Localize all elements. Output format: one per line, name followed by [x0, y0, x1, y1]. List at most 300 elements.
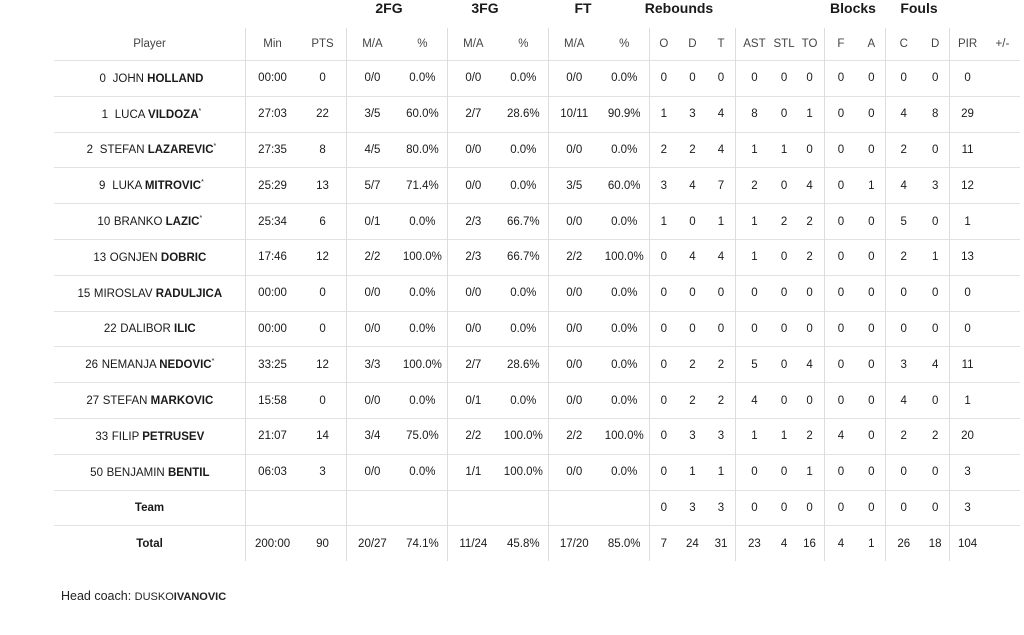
stat-ft-pct: 85.0% [607, 537, 641, 550]
stat-stl: 1 [780, 143, 788, 156]
stat-3fg-ma: 0/0 [447, 61, 498, 97]
stat-to: 4 [806, 179, 813, 192]
stat-reb-o: 0 [649, 61, 678, 97]
stat-2fg-pct: 0.0% [409, 287, 436, 300]
col-3fg-pct[interactable]: % [518, 38, 529, 50]
stat-plus-minus [985, 347, 1020, 383]
stat-ft-pct: 100.0% [604, 430, 644, 443]
stat-ft-pct: 0.0% [611, 322, 638, 335]
stat-pir: 1 [950, 383, 985, 419]
player-first-name: BRANKO [113, 216, 163, 228]
player-number: 1 [101, 108, 108, 121]
stat-pts: 0 [319, 322, 326, 335]
stat-pts: 90 [316, 537, 329, 550]
stat-reb-t: 0 [717, 72, 725, 85]
stat-to: 2 [806, 430, 813, 443]
stat-ft-ma: 3/5 [548, 168, 599, 204]
stat-2fg-pct: 80.0% [406, 143, 439, 156]
stat-to: 1 [806, 466, 813, 479]
stat-to: 0 [806, 143, 813, 156]
stat-2fg-ma: 4/5 [346, 132, 397, 168]
stat-foul-d: 1 [931, 251, 939, 264]
stat-2fg-pct: 100.0% [402, 251, 442, 264]
player-row [54, 275, 1020, 311]
stat-3fg-pct: 100.0% [503, 466, 543, 479]
stat-stl: 0 [780, 287, 788, 300]
stat-ft-pct: 60.0% [607, 179, 641, 192]
stat-ast: 1 [736, 239, 773, 275]
player-name-link[interactable] [115, 109, 201, 121]
player-first-name: NEMANJA [101, 359, 157, 372]
starter-marker: * [213, 143, 217, 151]
stat-ft-ma: 0/0 [548, 132, 599, 168]
stat-foul-c: 4 [886, 96, 921, 132]
stat-blk-a: 0 [868, 430, 875, 443]
player-row [54, 61, 1020, 97]
player-name-link[interactable] [100, 144, 216, 156]
stat-stl: 0 [780, 72, 788, 85]
stat-blk-a: 0 [868, 72, 875, 85]
stat-reb-o: 0 [649, 383, 678, 419]
stat-blk-f: 0 [824, 383, 857, 419]
stat-ft-pct [600, 490, 649, 526]
stat-pir: 11 [950, 132, 985, 168]
stat-min: 33:25 [246, 347, 300, 383]
stat-ast: 1 [736, 204, 773, 240]
player-name-link[interactable] [102, 359, 215, 371]
stat-reb-t: 4 [717, 143, 725, 156]
stat-ast: 4 [736, 383, 773, 419]
player-first-name: BENJAMIN [106, 466, 165, 479]
stat-3fg-ma: 2/7 [447, 347, 498, 383]
stat-3fg-ma: 0/0 [447, 311, 498, 347]
stat-ft-pct: 0.0% [611, 394, 638, 407]
stat-reb-d: 3 [689, 430, 696, 443]
stat-3fg-pct: 66.7% [507, 215, 540, 228]
stat-2fg-ma: 0/0 [346, 454, 397, 490]
stat-pir: 12 [950, 168, 985, 204]
stat-stl: 0 [780, 251, 788, 264]
player-first-name: MIROSLAV [93, 287, 153, 300]
stat-reb-o: 0 [649, 311, 678, 347]
stat-ft-ma: 2/2 [548, 239, 599, 275]
player-row [54, 168, 1020, 204]
stat-pir: 0 [950, 61, 985, 97]
stat-reb-t: 2 [717, 358, 725, 371]
stat-ast: 8 [736, 96, 773, 132]
player-number: 13 [93, 251, 107, 264]
stat-reb-t: 0 [717, 287, 725, 300]
stat-2fg-pct: 0.0% [409, 322, 436, 335]
player-number: 10 [97, 216, 111, 228]
col-2fg-ma[interactable]: M/A [346, 28, 397, 61]
stat-2fg-pct: 75.0% [406, 430, 439, 443]
stat-foul-d: 8 [931, 108, 939, 121]
stat-foul-d: 0 [931, 215, 939, 228]
stat-ft-pct: 0.0% [611, 143, 638, 156]
stat-2fg-ma: 0/0 [346, 61, 397, 97]
stat-2fg-ma: 2/2 [346, 239, 397, 275]
stat-min: 21:07 [246, 418, 300, 454]
col-blk-f[interactable]: F [824, 28, 857, 61]
stat-pts: 3 [319, 466, 326, 479]
stat-reb-d: 0 [689, 215, 696, 228]
stat-foul-c: 0 [886, 275, 921, 311]
stat-foul-d: 0 [931, 394, 939, 407]
stat-ast: 23 [736, 526, 773, 561]
stat-ft-pct: 100.0% [604, 251, 644, 264]
stat-reb-t: 4 [717, 251, 725, 264]
stat-min: 06:03 [246, 454, 300, 490]
stat-foul-c: 2 [886, 239, 921, 275]
stat-stl: 0 [780, 322, 788, 335]
stat-plus-minus [985, 204, 1020, 240]
stat-pir: 3 [950, 454, 985, 490]
stat-pts: 12 [316, 251, 329, 264]
stat-to: 2 [806, 251, 813, 264]
stat-ft-pct: 0.0% [611, 215, 638, 228]
player-first-name: LUCA [114, 108, 145, 121]
stat-3fg-ma: 0/1 [447, 383, 498, 419]
total-row [54, 526, 1020, 561]
stat-plus-minus [985, 383, 1020, 419]
stat-pir: 3 [950, 490, 985, 526]
stat-stl: 0 [780, 358, 788, 371]
group-fouls: Fouls [900, 0, 938, 16]
player-name-link[interactable] [112, 180, 204, 192]
stat-min: 15:58 [246, 383, 300, 419]
stat-2fg-pct: 0.0% [409, 215, 436, 228]
col-blk-a[interactable]: A [867, 38, 876, 50]
player-name-link[interactable] [113, 73, 204, 85]
col-ft-ma[interactable]: M/A [548, 28, 599, 61]
stat-plus-minus [985, 275, 1020, 311]
stat-foul-c: 0 [886, 490, 921, 526]
player-cell [54, 239, 246, 275]
stat-reb-d: 2 [689, 394, 696, 407]
stat-foul-c: 0 [886, 454, 921, 490]
stat-3fg-ma: 1/1 [447, 454, 498, 490]
player-first-name: STEFAN [102, 394, 148, 407]
stat-3fg-pct: 0.0% [510, 394, 537, 407]
stat-3fg-pct: 66.7% [507, 251, 540, 264]
stat-plus-minus [985, 418, 1020, 454]
player-last-name: DOBRIC [160, 251, 207, 264]
stat-reb-d: 0 [689, 322, 696, 335]
player-row [54, 239, 1020, 275]
starter-marker: * [199, 215, 203, 223]
stat-blk-f: 0 [824, 204, 857, 240]
col-pir[interactable]: PIR [950, 28, 985, 61]
player-last-name: ILIC [174, 323, 196, 336]
stat-2fg-ma [346, 490, 397, 526]
stat-to: 0 [806, 501, 813, 514]
stat-pts: 22 [316, 108, 329, 121]
stat-reb-t: 1 [717, 215, 725, 228]
stat-ft-pct: 0.0% [611, 466, 638, 479]
starter-marker: * [198, 107, 202, 115]
stat-ft-ma: 0/0 [548, 383, 599, 419]
stat-ft-ma: 0/0 [548, 204, 599, 240]
stat-stl: 0 [780, 179, 788, 192]
stat-plus-minus [985, 239, 1020, 275]
col-reb-o[interactable]: O [649, 28, 678, 61]
player-last-name: RADULJICA [155, 287, 223, 300]
stat-plus-minus [985, 454, 1020, 490]
stat-pts: 6 [319, 215, 326, 228]
stat-reb-d: 2 [689, 143, 696, 156]
stat-foul-d: 2 [931, 430, 939, 443]
stat-ast: 0 [736, 490, 773, 526]
player-last-name: MARKOVIC [150, 394, 214, 407]
stat-to: 2 [806, 215, 813, 228]
stat-ft-pct: 0.0% [611, 358, 638, 371]
stat-pir: 11 [950, 347, 985, 383]
stat-reb-t: 0 [717, 322, 725, 335]
stat-ft-ma: 0/0 [548, 347, 599, 383]
stat-ft-ma: 0/0 [548, 275, 599, 311]
player-first-name: OGNJEN [109, 251, 158, 264]
player-row [54, 311, 1020, 347]
stat-reb-o: 0 [649, 418, 678, 454]
stat-stl: 0 [780, 466, 788, 479]
stat-reb-o: 0 [649, 275, 678, 311]
stat-to: 1 [806, 108, 813, 121]
col-player[interactable]: Player [133, 38, 166, 50]
col-to[interactable]: TO [801, 38, 818, 50]
col-pts[interactable]: PTS [311, 38, 334, 50]
stat-3fg-pct: 0.0% [510, 72, 537, 85]
stat-pir: 104 [950, 526, 985, 561]
player-cell [54, 96, 246, 132]
stat-reb-d: 4 [689, 179, 696, 192]
stat-blk-f: 0 [824, 168, 857, 204]
stat-ast: 5 [736, 347, 773, 383]
player-cell [54, 168, 246, 204]
stat-2fg-ma: 0/1 [346, 204, 397, 240]
stat-foul-c: 4 [886, 168, 921, 204]
stat-plus-minus [985, 311, 1020, 347]
stat-3fg-pct: 45.8% [507, 537, 540, 550]
stat-ft-ma [548, 490, 599, 526]
stat-pts: 0 [319, 72, 326, 85]
stat-pts: 14 [316, 430, 329, 443]
stat-reb-o: 7 [649, 526, 678, 561]
stat-2fg-ma: 3/3 [346, 347, 397, 383]
player-number: 33 [95, 430, 109, 443]
stat-ast: 0 [736, 61, 773, 97]
stat-3fg-pct: 28.6% [507, 358, 540, 371]
stat-reb-o: 2 [649, 132, 678, 168]
stat-stl: 1 [780, 430, 788, 443]
player-last-name: MITROVIC [144, 180, 202, 193]
stat-blk-f: 0 [824, 490, 857, 526]
stat-blk-f: 0 [824, 347, 857, 383]
player-number: 15 [77, 287, 91, 300]
stat-reb-o: 0 [649, 490, 678, 526]
stat-foul-d: 0 [931, 501, 939, 514]
player-name-link[interactable] [114, 216, 202, 228]
stat-pts: 13 [316, 179, 329, 192]
col-2fg-pct[interactable]: % [417, 38, 428, 50]
stat-blk-a: 1 [868, 537, 875, 550]
player-number: 9 [99, 180, 106, 193]
column-group-header [0, 0, 1024, 18]
stat-foul-d: 0 [931, 287, 939, 300]
head-coach-first-name: DUSKO [134, 591, 174, 603]
col-foul-d[interactable]: D [930, 38, 940, 50]
stat-ft-ma: 17/20 [548, 526, 599, 561]
col-3fg-ma[interactable]: M/A [447, 28, 498, 61]
stat-3fg-ma: 0/0 [447, 132, 498, 168]
stat-reb-d: 24 [686, 537, 699, 550]
stat-foul-c: 2 [886, 132, 921, 168]
stat-blk-f: 0 [824, 454, 857, 490]
stat-plus-minus [985, 132, 1020, 168]
stat-pir: 1 [950, 204, 985, 240]
stat-min: 25:34 [246, 204, 300, 240]
stat-min: 27:35 [246, 132, 300, 168]
stat-blk-a: 0 [868, 466, 875, 479]
stat-reb-t: 3 [717, 430, 725, 443]
stat-to: 0 [806, 72, 813, 85]
stat-ft-ma: 2/2 [548, 418, 599, 454]
stat-min: 200:00 [246, 526, 300, 561]
stat-2fg-ma: 5/7 [346, 168, 397, 204]
stat-blk-a: 0 [868, 322, 875, 335]
team-row-label: Team [134, 501, 165, 514]
stat-ft-ma: 0/0 [548, 311, 599, 347]
player-row [54, 204, 1020, 240]
col-min[interactable]: Min [246, 28, 300, 61]
player-name-link[interactable] [103, 395, 214, 407]
player-last-name: PETRUSEV [142, 430, 205, 443]
stat-reb-d: 0 [689, 287, 696, 300]
player-name-link[interactable] [110, 252, 207, 264]
player-first-name: FILIP [111, 430, 140, 443]
group-blocks: Blocks [830, 0, 876, 16]
stat-plus-minus [985, 168, 1020, 204]
stat-foul-c: 2 [886, 418, 921, 454]
stat-reb-o: 0 [649, 239, 678, 275]
group-3fg: 3FG [471, 0, 499, 16]
stat-foul-c: 5 [886, 204, 921, 240]
stat-reb-o: 0 [649, 347, 678, 383]
player-cell [54, 275, 246, 311]
stat-2fg-pct [398, 490, 447, 526]
stat-ft-ma: 10/11 [548, 96, 599, 132]
stat-reb-d: 4 [689, 251, 696, 264]
player-name-link[interactable] [120, 323, 195, 335]
player-last-name: BENTIL [167, 466, 210, 479]
stat-3fg-pct: 0.0% [510, 287, 537, 300]
player-name-link[interactable] [107, 467, 210, 479]
stat-plus-minus [985, 96, 1020, 132]
stat-pts: 0 [319, 394, 326, 407]
stat-3fg-pct: 28.6% [507, 108, 540, 121]
player-number: 26 [85, 359, 99, 372]
stat-stl: 0 [780, 501, 788, 514]
head-coach-label: Head coach: [61, 589, 132, 603]
col-reb-d[interactable]: D [688, 38, 697, 50]
col-ft-pct[interactable]: % [619, 38, 630, 50]
col-reb-t[interactable]: T [717, 38, 725, 50]
player-name-link[interactable] [112, 431, 204, 443]
stat-foul-d: 0 [931, 143, 939, 156]
stat-2fg-ma: 3/4 [346, 418, 397, 454]
player-last-name: LAZAREVIC [147, 144, 214, 157]
stat-foul-c: 0 [886, 311, 921, 347]
stat-ft-ma: 0/0 [548, 61, 599, 97]
stat-blk-a: 1 [868, 179, 875, 192]
col-foul-c[interactable]: C [886, 28, 921, 61]
player-number: 0 [99, 72, 106, 85]
player-cell [54, 132, 246, 168]
stat-2fg-ma: 20/27 [346, 526, 397, 561]
player-row [54, 347, 1020, 383]
stat-reb-o: 1 [649, 96, 678, 132]
stat-ast: 0 [736, 311, 773, 347]
stat-3fg-pct: 100.0% [503, 430, 543, 443]
stat-blk-a: 0 [868, 394, 875, 407]
col-plus-minus[interactable]: +/- [995, 38, 1010, 50]
stat-foul-d: 0 [931, 72, 939, 85]
stat-min: 17:46 [246, 239, 300, 275]
stat-min: 00:00 [246, 61, 300, 97]
player-first-name: JOHN [112, 72, 144, 85]
player-first-name: DALIBOR [120, 323, 171, 336]
stat-2fg-ma: 3/5 [346, 96, 397, 132]
stat-reb-t: 1 [717, 466, 725, 479]
stat-reb-t: 3 [717, 501, 725, 514]
stat-stl: 0 [780, 108, 788, 121]
stat-ft-ma: 0/0 [548, 454, 599, 490]
col-ast[interactable]: AST [736, 28, 773, 61]
stat-min: 27:03 [246, 96, 300, 132]
col-stl[interactable]: STL [773, 38, 795, 50]
stat-3fg-ma: 0/0 [447, 275, 498, 311]
stat-3fg-pct [499, 490, 548, 526]
player-name-link[interactable] [94, 288, 222, 300]
stat-3fg-ma: 2/3 [447, 204, 498, 240]
stat-plus-minus [985, 61, 1020, 97]
stat-reb-o: 0 [649, 454, 678, 490]
player-first-name: LUKA [112, 180, 142, 193]
group-rebounds: Rebounds [644, 0, 714, 16]
stat-blk-f: 0 [824, 132, 857, 168]
box-score-table [54, 28, 1020, 561]
stat-blk-f: 4 [824, 418, 857, 454]
stat-reb-t: 4 [717, 108, 725, 121]
stat-to: 0 [806, 322, 813, 335]
stat-blk-a: 0 [868, 108, 875, 121]
player-last-name: HOLLAND [147, 72, 204, 85]
stat-foul-d: 18 [928, 537, 942, 550]
total-row-label: Total [136, 537, 163, 550]
stat-foul-d: 4 [931, 358, 939, 371]
stat-3fg-ma [447, 490, 498, 526]
stat-2fg-pct: 60.0% [406, 108, 439, 121]
stat-blk-f: 0 [824, 311, 857, 347]
stat-reb-d: 3 [689, 501, 696, 514]
player-cell [54, 418, 246, 454]
stat-2fg-ma: 0/0 [346, 275, 397, 311]
stat-plus-minus [985, 526, 1020, 561]
stat-reb-o: 3 [649, 168, 678, 204]
stat-blk-a: 0 [868, 251, 875, 264]
stat-min [246, 490, 300, 526]
head-coach-last-name: IVANOVIC [173, 591, 227, 603]
